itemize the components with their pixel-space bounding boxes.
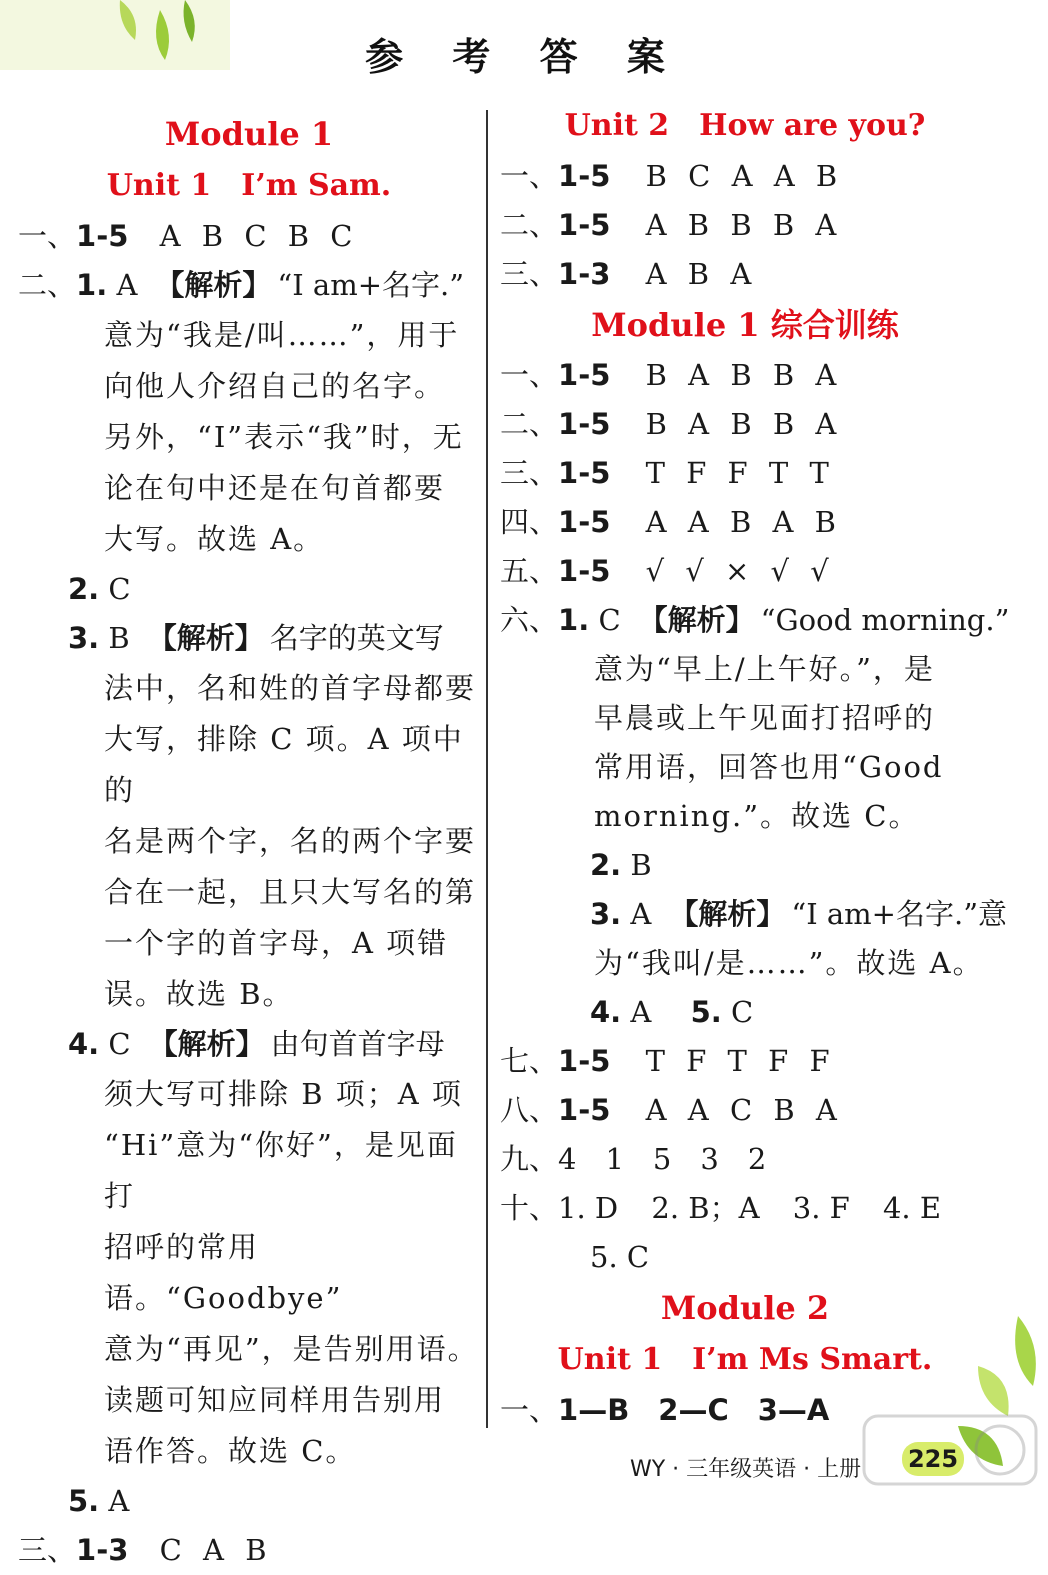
answer-text: C	[598, 603, 621, 637]
answer-text: T F F T T	[645, 456, 835, 490]
answer-row	[500, 1135, 990, 1184]
question-range: 1-5	[558, 358, 611, 392]
explanation-line: 合在一起，且只大写名的第	[104, 875, 477, 909]
answer-text: B A B B A	[645, 407, 843, 441]
explanation-paragraph	[500, 939, 990, 988]
answer-text: C	[731, 995, 754, 1029]
column-divider	[486, 110, 488, 1428]
section-label: 三、	[18, 1533, 77, 1567]
answer-row	[500, 1086, 990, 1135]
question-number: 4.	[68, 1027, 100, 1061]
section-label: 一、	[18, 219, 77, 253]
answer-text: A B A	[645, 257, 758, 291]
section-label: 二、	[500, 208, 559, 242]
explanation-line: 为“我叫/是……”。故选 A。	[594, 946, 984, 980]
page-number: 225	[902, 1442, 964, 1476]
answer-text: A A C B A	[645, 1093, 843, 1127]
answer-row	[500, 1037, 990, 1086]
answer-text: 4. E	[882, 1191, 942, 1225]
explanation-line: 意为“我是/叫……”，用于	[104, 318, 460, 352]
section-label: 三、	[500, 456, 559, 490]
answer-row	[500, 547, 990, 596]
answer-text: A	[630, 995, 652, 1029]
review-heading: Module 1 综合训练	[591, 306, 899, 344]
answer-text: C A B	[159, 1533, 273, 1567]
explanation-line: 一个字的首字母，A 项错	[104, 926, 449, 960]
explanation-text: 名字的英文写	[269, 621, 444, 655]
explanation-paragraph	[18, 310, 480, 565]
answer-row	[500, 596, 1010, 645]
explanation-text: “I am+名字.”	[277, 268, 465, 302]
answer-row	[18, 565, 480, 614]
answer-text: 2. B；A	[651, 1191, 760, 1225]
section-label: 五、	[500, 554, 559, 588]
answer-text: B A B B A	[645, 358, 843, 392]
answer-row	[500, 890, 1008, 939]
section-label: 二、	[500, 407, 559, 441]
question-range: 1-5	[558, 505, 611, 539]
answer-row	[500, 498, 990, 547]
answer-text: A B C B C	[159, 219, 359, 253]
left-column	[18, 108, 480, 1575]
analysis-tag: 【解析】	[669, 897, 786, 931]
analysis-tag: 【解析】	[155, 268, 272, 302]
explanation-text: “I am+名字.”意	[791, 897, 1008, 931]
answer-text: 4 1 5 3 2	[558, 1142, 767, 1176]
answer-row	[500, 1233, 990, 1282]
answer-text: C	[108, 572, 131, 606]
unit-heading: Unit 2 How are you?	[564, 108, 926, 143]
answer-row	[500, 201, 990, 250]
answer-text: B C A A B	[645, 159, 844, 193]
answer-row	[18, 1526, 480, 1575]
answer-text: B	[630, 848, 652, 882]
question-range: 1-5	[558, 1044, 611, 1078]
answer-row	[500, 152, 990, 201]
answer-row	[18, 212, 480, 261]
explanation-line: 意为“早上/上午好。”，是	[594, 652, 935, 686]
explanation-line: 大写，排除 C 项。A 项中的	[104, 722, 464, 807]
question-range: 1-5	[558, 554, 611, 588]
unit-heading: Unit 1 I’m Sam.	[106, 168, 392, 203]
question-range: 1-5	[558, 1093, 611, 1127]
module-heading: Module 2	[660, 1289, 830, 1327]
answer-text: A A B A B	[645, 505, 842, 539]
section-label: 三、	[500, 257, 559, 291]
explanation-line: 名是两个字，名的两个字要	[104, 824, 477, 858]
section-label: 六、	[500, 603, 559, 637]
page-title: 参 考 答 案	[365, 35, 683, 79]
question-number: 2.	[68, 572, 100, 606]
analysis-tag: 【解析】	[147, 621, 264, 655]
question-number: 1.	[76, 268, 108, 302]
question-range: 1-5	[76, 219, 129, 253]
question-number: 1.	[558, 603, 590, 637]
question-range: 1-3	[76, 1533, 129, 1567]
question-number: 4.	[590, 995, 622, 1029]
answer-row	[500, 449, 990, 498]
explanation-line: 另外，“I”表示“我”时，无	[104, 420, 464, 454]
answer-text: A	[630, 897, 652, 931]
question-number: 3.	[590, 897, 622, 931]
explanation-paragraph	[18, 663, 480, 1020]
answer-text: A	[108, 1484, 130, 1518]
explanation-line: 向他人介绍自己的名字。	[104, 369, 446, 403]
question-range: 1-5	[558, 407, 611, 441]
answer-row	[500, 351, 990, 400]
explanation-line: 法中，名和姓的首字母都要	[104, 671, 477, 705]
explanation-line: 语作答。故选 C。	[104, 1434, 357, 1468]
answer-row	[500, 1184, 990, 1233]
answer-text: B	[108, 621, 130, 655]
module-heading: Module 1	[164, 115, 334, 153]
question-number: 2.	[590, 848, 622, 882]
explanation-text: “Good morning.”	[760, 603, 1010, 637]
answer-text: T F T F F	[645, 1044, 836, 1078]
answer-row	[18, 1477, 480, 1526]
answer-text: A	[116, 268, 138, 302]
section-label: 七、	[500, 1044, 559, 1078]
explanation-line: 意为“再见”，是告别用语。	[104, 1332, 479, 1366]
unit-heading: Unit 1 I’m Ms Smart.	[557, 1342, 933, 1377]
explanation-line: 误。故选 B。	[104, 977, 294, 1011]
explanation-line: 招呼的常用语。“Goodbye”	[104, 1230, 343, 1315]
answer-row	[500, 841, 990, 890]
explanation-line: “Hi”意为“你好”，是见面打	[104, 1128, 458, 1213]
question-range: 1-5	[558, 208, 611, 242]
question-number: 5.	[68, 1484, 100, 1518]
explanation-line: 常用语，回答也用“Good	[594, 750, 944, 784]
answer-text: A B B B A	[645, 208, 843, 242]
section-label: 一、	[500, 1393, 559, 1427]
explanation-line: 读题可知应同样用告别用	[104, 1383, 446, 1417]
right-column	[500, 100, 1010, 1435]
section-label: 九、	[500, 1142, 559, 1176]
answer-text: 5. C	[590, 1240, 650, 1274]
question-range: 1-5	[558, 159, 611, 193]
answer-text: 1. D	[558, 1191, 619, 1225]
section-label: 十、	[500, 1191, 559, 1225]
section-label: 四、	[500, 505, 559, 539]
question-range: 1-3	[558, 257, 611, 291]
answer-row	[500, 988, 990, 1037]
question-range: 1-5	[558, 456, 611, 490]
footer-text: WY · 三年级英语 · 上册	[630, 1457, 862, 1482]
explanation-line: 大写。故选 A。	[104, 522, 325, 556]
explanation-text: 由句首首字母	[270, 1027, 445, 1061]
answer-row	[500, 400, 990, 449]
answer-text: 3. F	[792, 1191, 850, 1225]
answer-row	[18, 261, 480, 310]
answer-row	[18, 1020, 480, 1069]
analysis-tag: 【解析】	[638, 603, 755, 637]
section-label: 一、	[500, 159, 559, 193]
analysis-tag: 【解析】	[148, 1027, 265, 1061]
section-label: 八、	[500, 1093, 559, 1127]
explanation-line: 须大写可排除 B 项；A 项	[104, 1077, 463, 1111]
section-label: 二、	[18, 268, 77, 302]
answer-text: 1—B 2—C 3—A	[558, 1393, 830, 1427]
answer-text: √ √ × √ √	[645, 554, 835, 588]
explanation-paragraph	[500, 645, 990, 841]
section-label: 一、	[500, 358, 559, 392]
question-number: 3.	[68, 621, 100, 655]
answer-row	[500, 250, 990, 299]
explanation-paragraph	[18, 1069, 480, 1477]
answer-text: C	[108, 1027, 131, 1061]
answer-row	[18, 614, 480, 663]
explanation-line: 论在句中还是在句首都要	[104, 471, 446, 505]
question-number: 5.	[690, 995, 722, 1029]
explanation-line: 早晨或上午见面打招呼的	[594, 701, 936, 735]
explanation-line: morning.”。故选 C。	[594, 799, 920, 833]
